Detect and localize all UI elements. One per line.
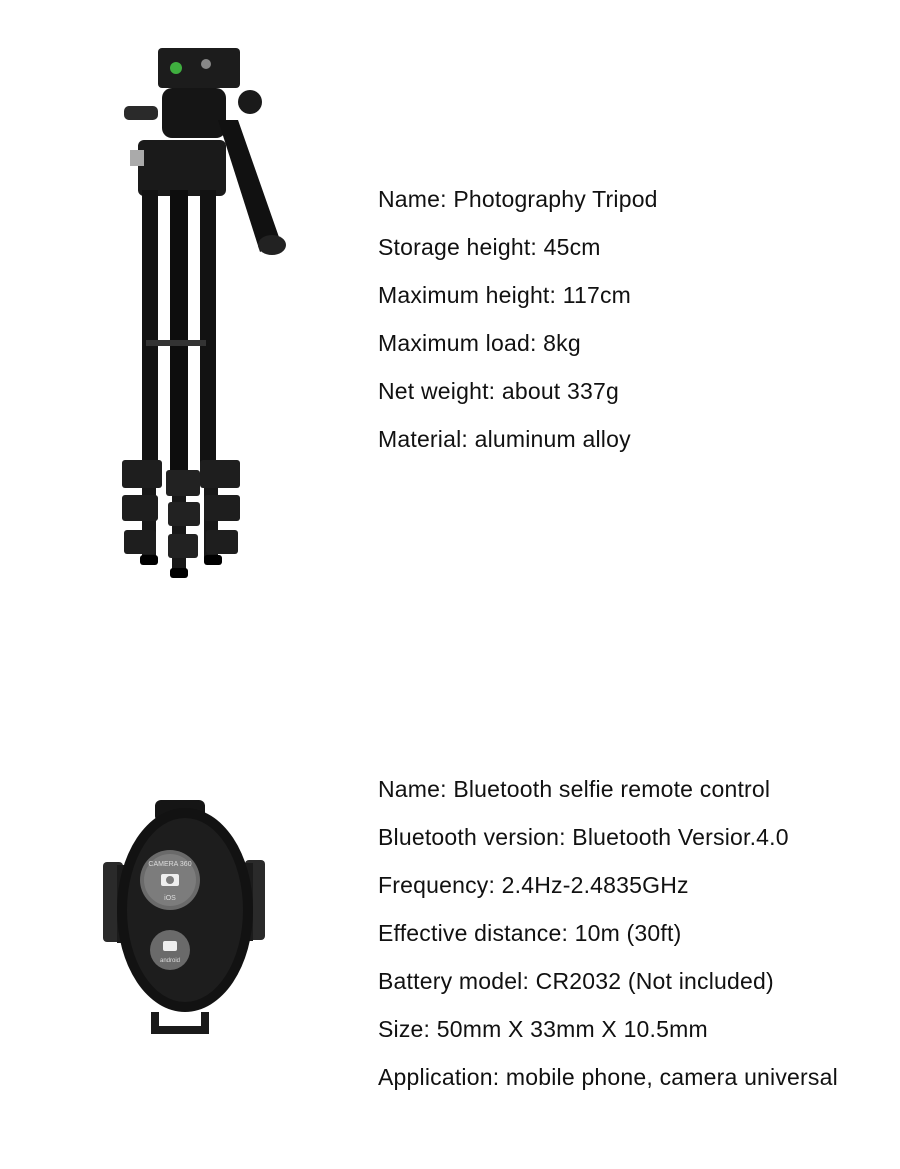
camera360-label: CAMERA 360: [148, 861, 192, 868]
bluetooth-remote-photo-icon: [95, 790, 275, 1035]
tripod-spec-max-height: Maximum height: 117cm: [378, 282, 632, 308]
tripod-spec-max-load: Maximum load: 8kg: [378, 330, 581, 356]
tripod-photo-icon: [100, 40, 300, 585]
tripod-spec-material: Material: aluminum alloy: [378, 426, 631, 452]
tripod-spec-net-weight: Net weight: about 337g: [378, 378, 619, 404]
remote-spec-bluetooth-version: Bluetooth version: Bluetooth Versior.4.0: [378, 824, 789, 850]
remote-spec-effective-distance: Effective distance: 10m (30ft): [378, 920, 682, 946]
android-label: android: [159, 958, 181, 964]
ios-label: iOS: [164, 895, 176, 902]
remote-spec-size: Size: 50mm X 33mm X 10.5mm: [378, 1016, 708, 1042]
tripod-spec-list: [378, 175, 658, 463]
remote-spec-list: [378, 765, 838, 1101]
remote-spec-name: Name: Bluetooth selfie remote control: [378, 776, 771, 802]
remote-spec-battery-model: Battery model: CR2032 (Not included): [378, 968, 774, 994]
remote-spec-application: Application: mobile phone, camera universal: [378, 1064, 838, 1090]
remote-spec-frequency: Frequency: 2.4Hz-2.4835GHz: [378, 872, 689, 898]
tripod-spec-storage-height: Storage height: 45cm: [378, 234, 601, 260]
tripod-spec-name: Name: Photography Tripod: [378, 186, 658, 212]
